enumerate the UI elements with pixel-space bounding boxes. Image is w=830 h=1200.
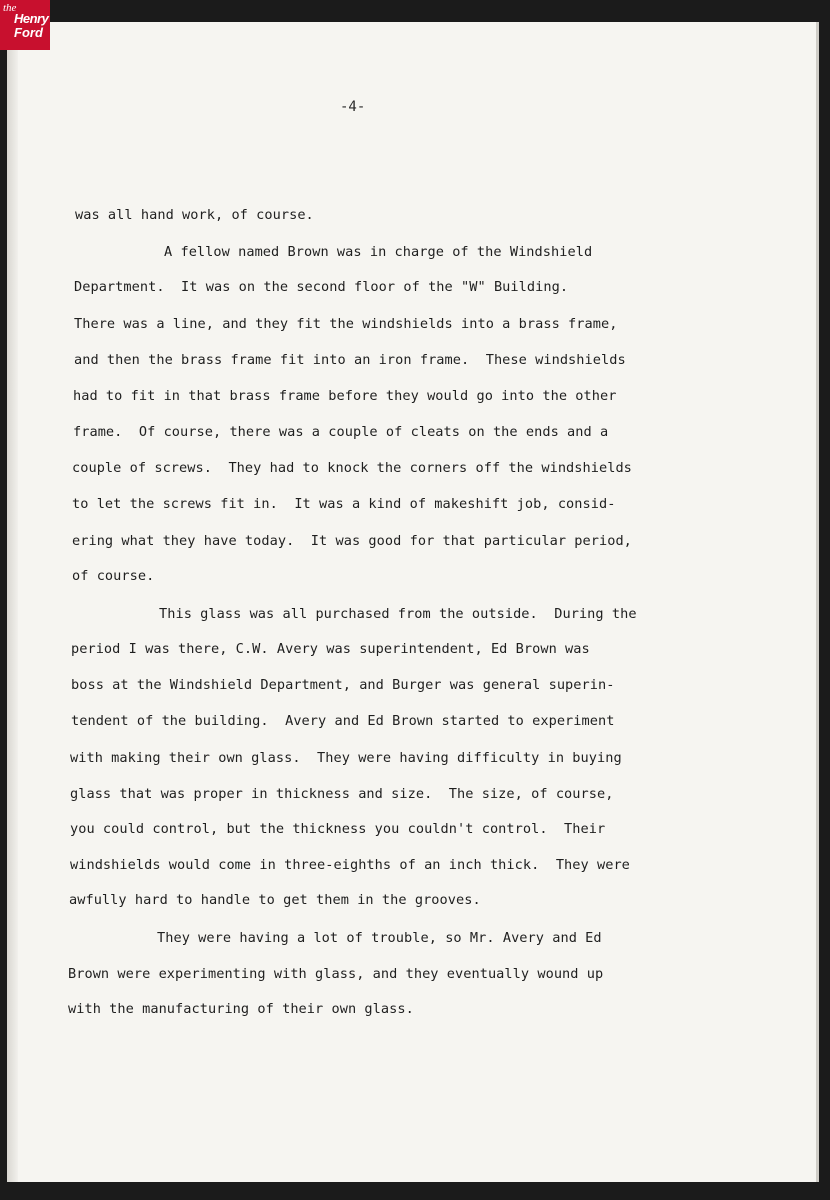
page-spine-shadow <box>7 22 18 1182</box>
text-line: They were having a lot of trouble, so Mr. Avery and Ed <box>157 930 602 946</box>
text-line: Brown were experimenting with glass, and they eventually wound up <box>68 966 604 982</box>
logo-ford-text: Ford <box>14 25 43 40</box>
logo-the-text: the <box>3 2 17 14</box>
text-line: boss at the Windshield Department, and Burger was general superin- <box>71 677 615 693</box>
text-line: tendent of the building. Avery and Ed Brown started to experiment <box>71 713 615 729</box>
text-line: with making their own glass. They were having difficulty in buying <box>70 750 622 766</box>
text-line: windshields would come in three-eighths of an inch thick. They were <box>70 857 630 873</box>
text-line: glass that was proper in thickness and size. The size, of course, <box>70 786 614 802</box>
text-line: ering what they have today. It was good for that particular period, <box>72 533 632 549</box>
text-line: frame. Of course, there was a couple of cleats on the ends and a <box>73 424 609 440</box>
page-number: -4- <box>340 99 366 115</box>
henry-ford-logo <box>0 0 50 50</box>
text-line: Department. It was on the second floor of the "W" Building. <box>74 279 569 295</box>
text-line: There was a line, and they fit the windshields into a brass frame, <box>74 316 618 332</box>
text-line: couple of screws. They had to knock the corners off the windshields <box>72 460 632 476</box>
text-line: to let the screws fit in. It was a kind of makeshift job, consid- <box>72 496 616 512</box>
text-line: period I was there, C.W. Avery was superintendent, Ed Brown was <box>71 641 590 657</box>
logo-henry-text: Henry <box>14 11 49 26</box>
text-line: with the manufacturing of their own glass. <box>68 1001 414 1017</box>
text-line: This glass was all purchased from the outside. During the <box>159 606 637 622</box>
text-line: and then the brass frame fit into an iron frame. These windshields <box>74 352 626 368</box>
text-line: you could control, but the thickness you couldn't control. Their <box>70 821 606 837</box>
page-edge <box>816 22 819 1182</box>
text-line: A fellow named Brown was in charge of the Windshield <box>164 244 593 260</box>
text-line: had to fit in that brass frame before they would go into the other <box>73 388 617 404</box>
text-line: was all hand work, of course. <box>75 207 314 223</box>
text-line: awfully hard to handle to get them in the grooves. <box>69 892 481 908</box>
text-line: of course. <box>72 568 155 584</box>
